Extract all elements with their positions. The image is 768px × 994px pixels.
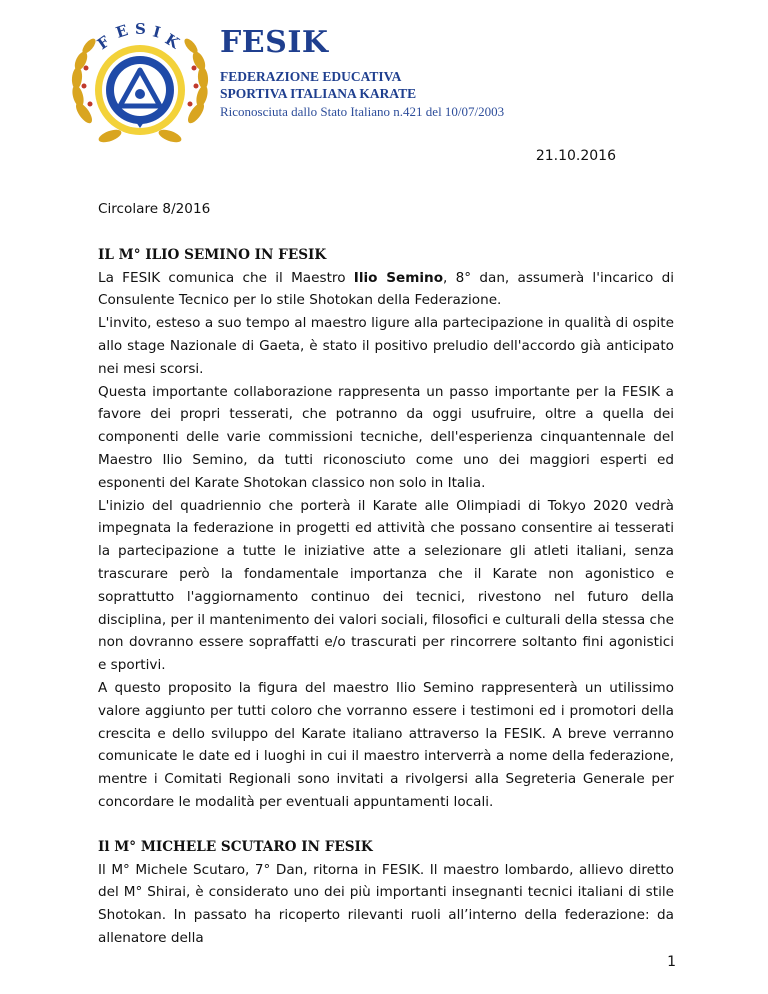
org-line-2: SPORTIVA ITALIANA KARATE: [220, 86, 417, 101]
text-run: La FESIK comunica che il Maestro: [98, 269, 354, 286]
document-body: [98, 198, 674, 950]
logo-letter: I: [150, 22, 163, 42]
name-ilio-semino: Ilio Semino: [353, 269, 444, 286]
section-1-title: IL M° ILIO SEMINO IN FESIK: [98, 246, 327, 263]
section-1-paragraph-3: Questa importante collaborazione rappresenta un passo importante per la FESIK a favore dei propri tesserati, che potranno da oggi usufruire, oltre a quella dei componenti delle varie commissioni tecniche, dell'esperienza cinquantennale del Maestro Ilio Semino, da tutti riconosciuto come uno dei maggiori esperti ed esponenti del Karate Shotokan classico non solo in Italia.: [98, 383, 674, 491]
document-date: 21.10.2016: [535, 148, 616, 164]
circular-number: Circolare 8/2016: [98, 201, 211, 217]
page-number: 1: [667, 954, 676, 970]
letterhead: [70, 18, 710, 148]
section-1-paragraph-1: [98, 267, 674, 313]
org-line-1: FEDERAZIONE EDUCATIVA: [220, 69, 402, 84]
section-1-paragraph-2: L'invito, esteso a suo tempo al maestro ligure alla partecipazione in qualità di ospite allo stage Nazionale di Gaeta, è stato il positivo preludio dell'accordo già anticipato nei mesi scorsi.: [98, 315, 674, 377]
logo-letter: E: [113, 21, 131, 42]
organization-block: [220, 26, 504, 121]
section-1-paragraph-5: A questo proposito la figura del maestro Ilio Semino rappresenterà un utilissimo valore aggiunto per tutti coloro che vorranno essere i testimoni ed i promotori della crescita e dello sviluppo del Karate italiano attraverso la FESIK. A breve verranno comunicate le date ed i luoghi in cui il maestro interverrà a nome della federazione, mentre i Comitati Regionali sono invitati a rivolgersi alla Segreteria Generale per concordare le modalità per eventuali appuntamenti locali.: [98, 679, 674, 810]
section-2-title: Il M° MICHELE SCUTARO IN FESIK: [98, 838, 373, 855]
logo-letter: S: [135, 20, 146, 38]
logo-letter: F: [93, 32, 114, 54]
fesik-logo: [70, 18, 210, 148]
section-1-paragraph-4: L'inizio del quadriennio che porterà il Karate alle Olimpiadi di Tokyo 2020 vedrà impegnata la federazione in progetti ed attività che possano consentire ai tesserati la partecipazione a tutte le iniziative atte a selezionare gli atleti italiani, senza trascurare però la fondamentale importanza che il Karate non agonistico e soprattutto l'aggiornamento continuo dei tecnici, rivestono nel futuro della disciplina, per il mantenimento dei valori sociali, filosofici e culturali della stessa che non dovranno essere sopraffatti e/o trascurati per rincorrere soltanto fini agonistici e sportivi.: [98, 497, 674, 674]
section-2-paragraph-1: Il M° Michele Scutaro, 7° Dan, ritorna in FESIK. Il maestro lombardo, allievo diretto del M° Shirai, è considerato uno dei più importanti insegnanti tecnici italiani di stile Shotokan. In passato ha ricoperto rilevanti ruoli all’interno della federazione: da allenatore della: [98, 861, 674, 946]
text-run: , 8° dan, assumerà l'incarico di Consulente Tecnico per lo stile Shotokan della Federazione.: [98, 269, 674, 309]
section-gap: [98, 814, 674, 836]
org-name: FESIK: [220, 25, 329, 60]
recognition-line: Riconosciuta dallo Stato Italiano n.421 del 10/07/2003: [220, 104, 505, 119]
logo-letter: K: [161, 30, 183, 53]
